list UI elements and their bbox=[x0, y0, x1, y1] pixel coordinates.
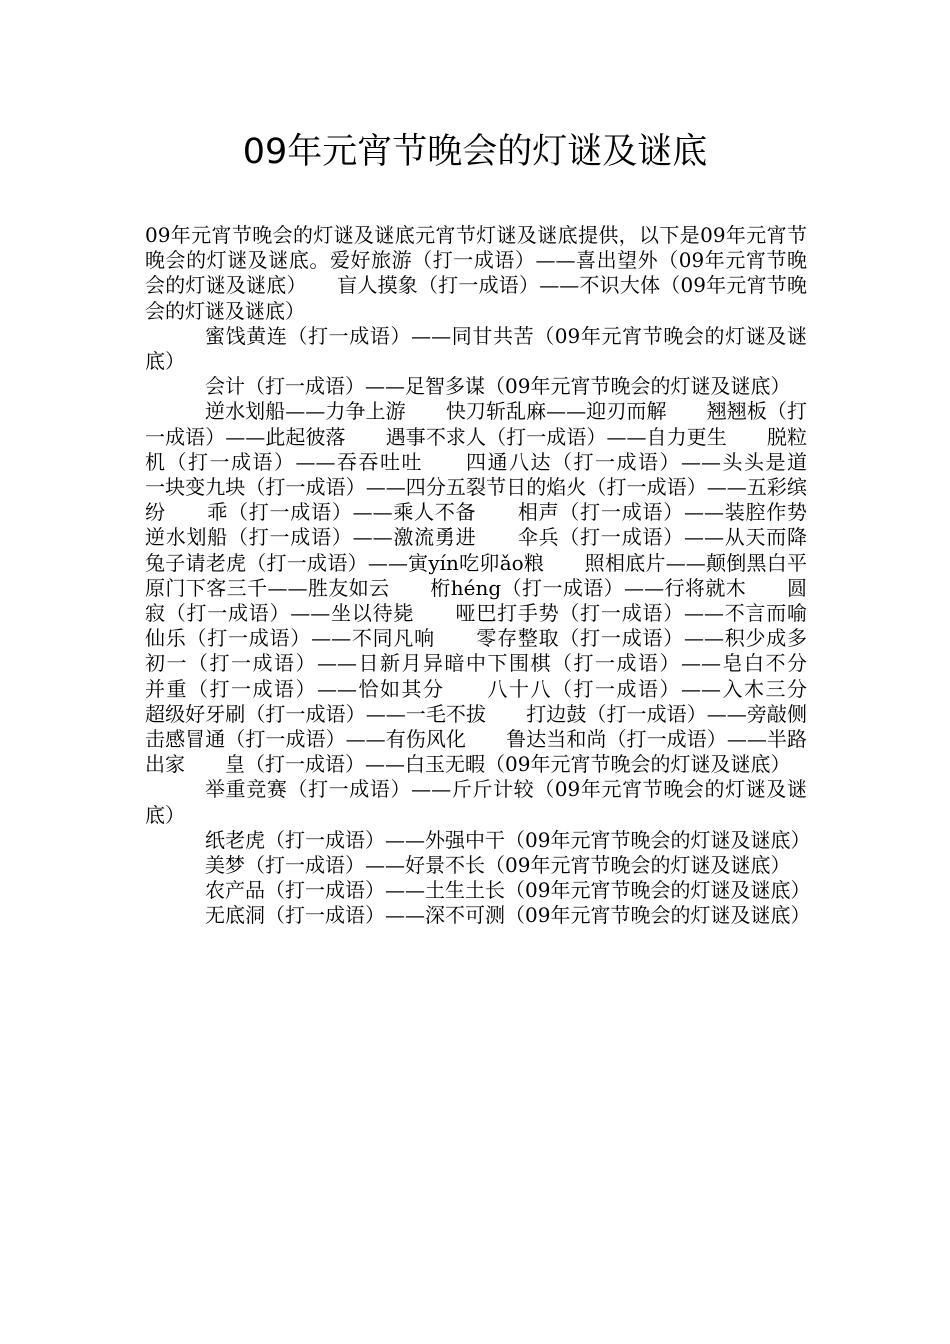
paragraph-riddle: 举重竞赛（打一成语）——斤斤计较（09年元宵节晚会的灯谜及谜底） bbox=[145, 777, 807, 827]
paragraph-intro: 09年元宵节晚会的灯谜及谜底元宵节灯谜及谜底提供，以下是09年元宵节晚会的灯谜及谜底。爱好旅游（打一成语）——喜出望外（09年元宵节晚会的灯谜及谜底） 盲人摸象（打一成语）——不识大体（09年元宵节晚会的灯谜及谜底） bbox=[145, 223, 807, 323]
paragraph-riddle: 美梦（打一成语）——好景不长（09年元宵节晚会的灯谜及谜底） bbox=[205, 853, 791, 878]
paragraph-riddle-list: 逆水划船——力争上游 快刀斩乱麻——迎刃而解 翘翘板（打一成语）——此起彼落 遇事不求人（打一成语）——自力更生 脱粒机（打一成语）——吞吞吐吐 四通八达（打一成语）——头头是道 一块变九块（打一成语）——四分五裂节日的焰火（打一成语）——五彩缤纷 乖（打一成语）——乘人不备 相声（打一成语）——装腔作势 逆水划船（打一成语）——激流勇进 伞兵（打一成语）——从天而降 兔子请老虎（打一成语）——寅yín吃卯ǎo粮 照相底片——颠倒黑白平原门下客三千——胜友如云 桁héng（打一成语）——行将就木 圆寂（打一成语）——坐以待毙 哑巴打手势（打一成语）——不言而喻 仙乐（打一成语）——不同凡响 零存整取（打一成语）——积少成多 初一（打一成语）——日新月异暗中下围棋（打一成语）——皂白不分 并重（打一成语）——恰如其分 八十八（打一成语）——入木三分 超级好牙刷（打一成语）——一毛不拔 打边鼓（打一成语）——旁敲侧击感冒通（打一成语）——有伤风化 鲁达当和尚（打一成语）——半路出家 皇（打一成语）——白玉无暇（09年元宵节晚会的灯谜及谜底） bbox=[145, 399, 847, 777]
document-body bbox=[145, 223, 847, 929]
paragraph-riddle: 会计（打一成语）——足智多谋（09年元宵节晚会的灯谜及谜底） bbox=[205, 374, 791, 399]
paragraph-riddle: 纸老虎（打一成语）——外强中干（09年元宵节晚会的灯谜及谜底） bbox=[205, 827, 811, 852]
paragraph-riddle: 蜜饯黄连（打一成语）——同甘共苦（09年元宵节晚会的灯谜及谜底） bbox=[145, 323, 807, 374]
document-title: 09年元宵节晚会的灯谜及谜底 bbox=[242, 132, 708, 172]
paragraph-riddle: 无底洞（打一成语）——深不可测（09年元宵节晚会的灯谜及谜底） bbox=[205, 903, 811, 928]
paragraph-riddle: 农产品（打一成语）——土生土长（09年元宵节晚会的灯谜及谜底） bbox=[205, 878, 811, 903]
